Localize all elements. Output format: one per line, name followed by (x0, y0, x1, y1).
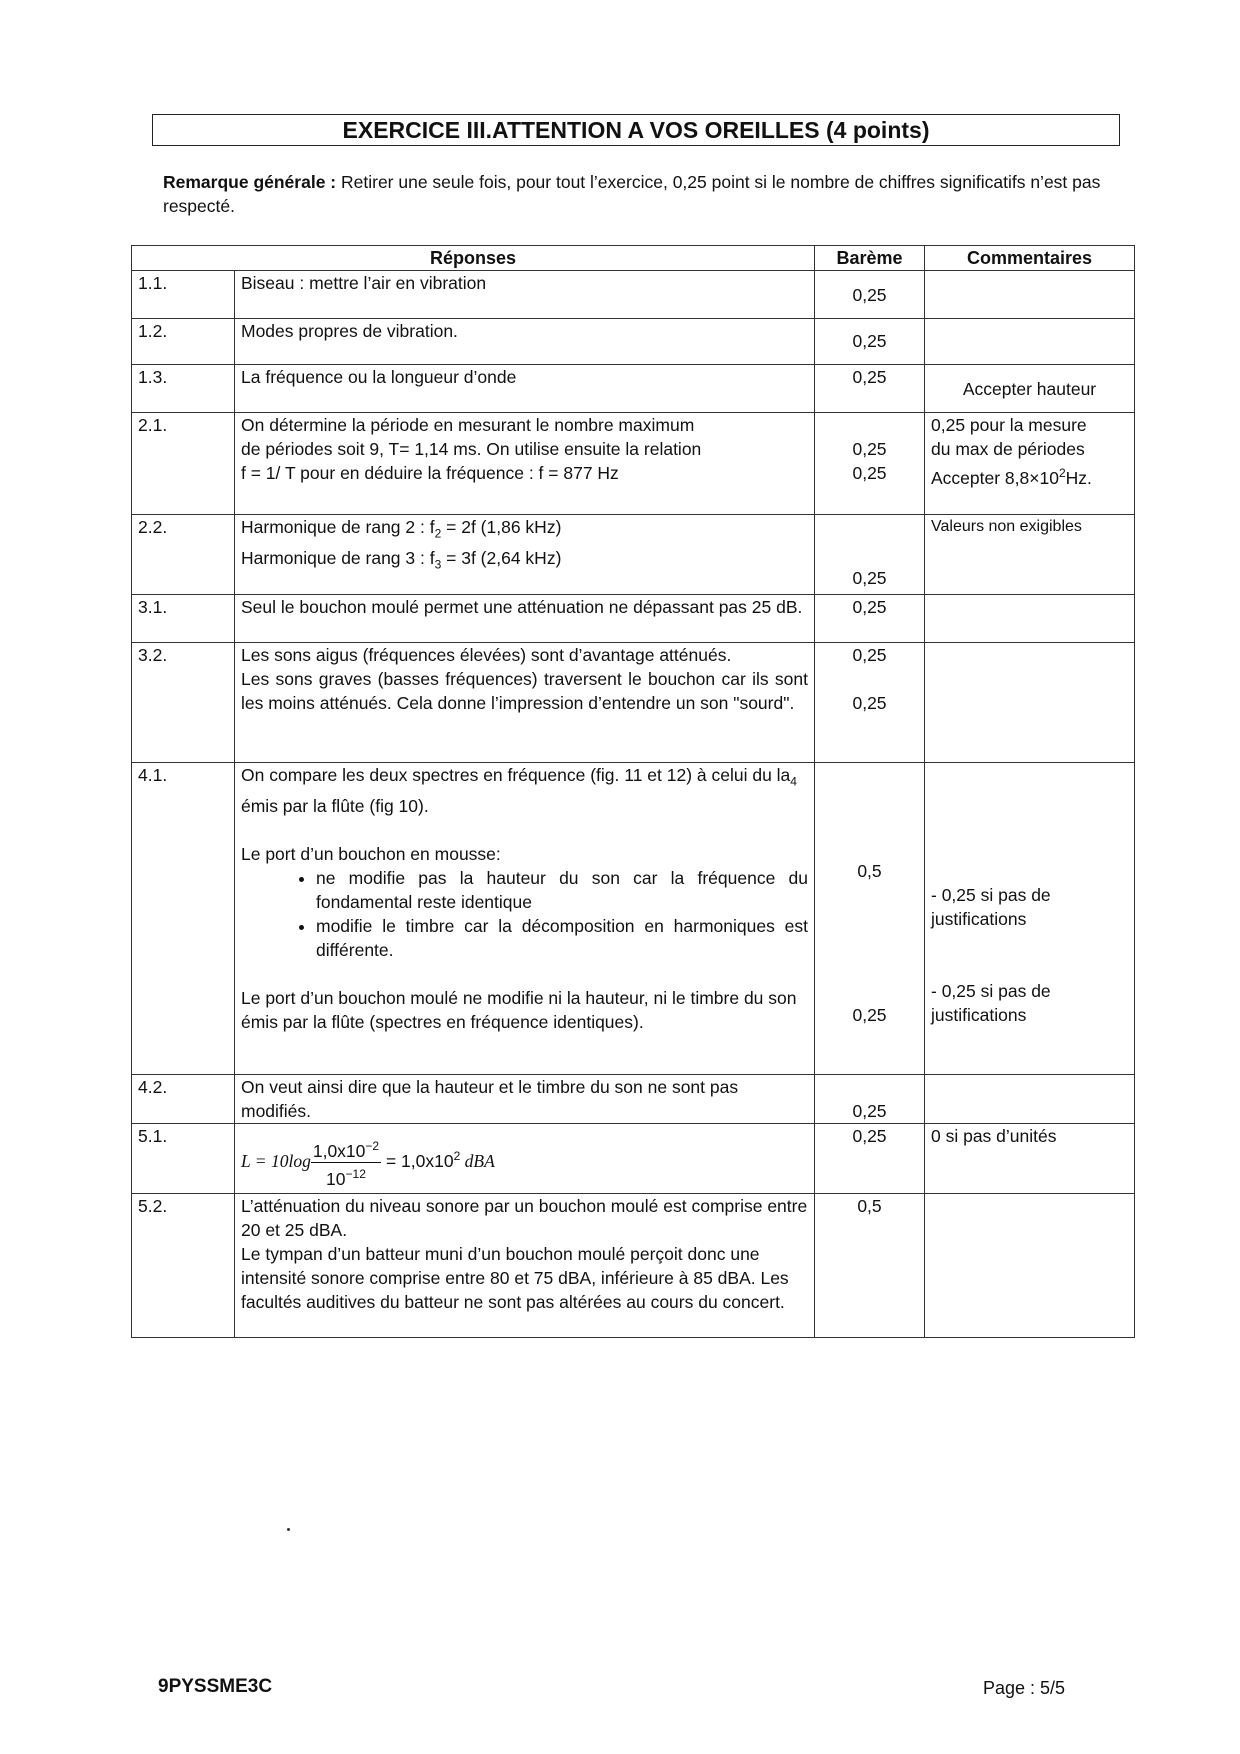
question-number: 1.2. (132, 319, 235, 365)
answer-paragraph: Le port d’un bouchon moulé ne modifie ni la hauteur, ni le timbre du son émis par la flûte (spectres en fréquence identiques). (241, 987, 797, 1032)
question-number: 3.1. (132, 595, 235, 643)
points-value: 0,25 (852, 693, 887, 713)
table-row (132, 763, 1135, 1075)
points-value: 0,25 (852, 645, 887, 665)
points-cell: 0,25 (815, 595, 925, 643)
table-row (132, 319, 1135, 365)
points-cell (815, 643, 925, 763)
answer-paragraph (241, 763, 808, 818)
formula (241, 1138, 495, 1189)
question-number: 4.1. (132, 763, 235, 1075)
comment-cell (925, 319, 1135, 365)
table-row (132, 1075, 1135, 1124)
answer-text: Harmonique de rang 2 : f (241, 517, 435, 537)
answer-cell (235, 643, 815, 763)
comment-cell (925, 271, 1135, 319)
points-cell (815, 763, 925, 1075)
answer-paragraph: Le port d’un bouchon en mousse: (241, 843, 501, 864)
answer-cell (235, 1193, 815, 1337)
subscript: 4 (790, 774, 797, 789)
points-value: 0,25 (852, 439, 887, 459)
question-number: 5.1. (132, 1124, 235, 1194)
formula-rhs: = 1,0x10 (381, 1150, 454, 1171)
comment-text: Accepter 8,8×10 (931, 467, 1059, 488)
header-comments: Commentaires (925, 246, 1135, 271)
comment-cell (925, 763, 1135, 1075)
subscript: 3 (434, 557, 442, 571)
numerator-text: 1,0x10 (312, 1140, 366, 1161)
answer-cell: On veut ainsi dire que la hauteur et le timbre du son ne sont pas modifiés. (235, 1075, 815, 1124)
table-row (132, 365, 1135, 413)
answer-line: On détermine la période en mesurant le nombre maximum (241, 415, 695, 435)
table-row (132, 413, 1135, 515)
list-item: • ne modifie pas la hauteur du son car la fréquence du fondamental reste identique (316, 866, 808, 914)
comment-line: - 0,25 si pas de justifications (931, 885, 1051, 929)
answer-paragraph: Les sons graves (basses fréquences) traversent le bouchon car ils sont les moins atténués. Cela donne l’impression d’entendre un son "sourd". (241, 669, 808, 713)
table-header-row (132, 246, 1135, 271)
answer-cell: Biseau : mettre l’air en vibration (235, 271, 815, 319)
comment-cell (925, 413, 1135, 515)
comment-cell: Valeurs non exigibles (925, 515, 1135, 595)
bullet-list (241, 866, 808, 962)
answer-cell (235, 515, 815, 595)
answer-line: f = 1/ T pour en déduire la fréquence : f = 877 Hz (241, 463, 619, 483)
points-cell: 0,5 (815, 1193, 925, 1337)
points-cell (815, 413, 925, 515)
answer-text: Harmonique de rang 3 : f (241, 547, 435, 568)
denominator-text: 10 (326, 1168, 346, 1189)
formula-unit: dBA (460, 1150, 495, 1171)
comment-cell (925, 643, 1135, 763)
comment-line: - 0,25 si pas de justifications (931, 981, 1051, 1025)
answer-paragraph: Les sons aigus (fréquences élevées) sont d’avantage atténués. (241, 645, 732, 665)
comment-text: Hz. (1065, 467, 1092, 488)
points-cell: 0,25 (815, 319, 925, 365)
comment-cell: Accepter hauteur (925, 365, 1135, 413)
stray-mark (287, 1528, 290, 1531)
fraction-denominator (311, 1163, 381, 1190)
header-responses: Réponses (132, 246, 815, 271)
comment-cell: 0 si pas d’unités (925, 1124, 1135, 1194)
exponent: −2 (365, 1138, 380, 1153)
answer-text: émis par la flûte (fig 10). (241, 795, 429, 816)
points-cell: 0,25 (815, 1075, 925, 1124)
answer-cell (235, 413, 815, 515)
comment-line: du max de périodes (931, 439, 1085, 459)
table-row (132, 595, 1135, 643)
answer-line (241, 546, 808, 577)
list-item: • modifie le timbre car la décomposition en harmoniques est différente. (316, 914, 808, 962)
document-code: 9PYSSME3C (158, 1676, 273, 1697)
answer-line (241, 515, 808, 546)
question-number: 2.1. (132, 413, 235, 515)
answer-cell: La fréquence ou la longueur d’onde (235, 365, 815, 413)
table-row (132, 515, 1135, 595)
exponent: 2 (453, 1149, 461, 1163)
fraction-numerator (311, 1135, 381, 1163)
subscript: 2 (434, 526, 442, 541)
question-number: 3.2. (132, 643, 235, 763)
general-remark (163, 170, 1113, 218)
table-row (132, 643, 1135, 763)
question-number: 1.1. (132, 271, 235, 319)
comment-cell (925, 1075, 1135, 1124)
fraction (311, 1135, 381, 1190)
comment-cell (925, 595, 1135, 643)
points-value: 0,25 (852, 463, 887, 483)
answer-line: de périodes soit 9, T= 1,14 ms. On utilise ensuite la relation (241, 439, 702, 459)
answer-text: = 2f (1,86 kHz) (441, 517, 562, 537)
grading-table (131, 245, 1135, 1338)
comment-line: 0,25 pour la mesure (931, 415, 1087, 435)
remark-text: Retirer une seule fois, pour tout l’exercice, 0,25 point si le nombre de chiffres significatifs n’est pas respecté. (163, 172, 1101, 216)
exponent: −12 (345, 1166, 366, 1181)
page-number: Page : 5/5 (983, 1678, 1066, 1698)
points-cell: 0,25 (815, 515, 925, 595)
answer-text: On compare les deux spectres en fréquence (fig. 11 et 12) à celui du la (241, 765, 791, 785)
points-cell: 0,25 (815, 365, 925, 413)
question-number: 5.2. (132, 1193, 235, 1337)
points-cell: 0,25 (815, 271, 925, 319)
answer-paragraph: L’atténuation du niveau sonore par un bouchon moulé est comprise entre 20 et 25 dBA. (241, 1195, 808, 1240)
question-number: 4.2. (132, 1075, 235, 1124)
exponent: 2 (1058, 466, 1066, 480)
answer-paragraph: Le tympan d’un batteur muni d’un bouchon moulé perçoit donc une intensité sonore comprise entre 80 et 75 dBA, inférieure à 85 dBA. Les facultés auditives du batteur ne sont pas altérées au cours du concert. (241, 1243, 789, 1312)
question-number: 2.2. (132, 515, 235, 595)
points-cell: 0,25 (815, 1124, 925, 1194)
comment-cell (925, 1193, 1135, 1337)
formula-lhs: L = 10log (241, 1150, 311, 1171)
comment-line (931, 461, 1128, 490)
points-value: 0,25 (852, 1005, 887, 1025)
question-number: 1.3. (132, 365, 235, 413)
answer-cell (235, 763, 815, 1075)
remark-label: Remarque générale : (163, 172, 337, 192)
answer-cell: Seul le bouchon moulé permet une atténuation ne dépassant pas 25 dB. (235, 595, 815, 643)
points-value: 0,5 (857, 861, 882, 881)
exercise-title-box (152, 114, 1120, 146)
formula-cell (235, 1124, 815, 1194)
answer-cell: Modes propres de vibration. (235, 319, 815, 365)
table-row (132, 271, 1135, 319)
answer-text: = 3f (2,64 kHz) (441, 547, 562, 568)
table-row (132, 1124, 1135, 1194)
header-bareme: Barème (815, 246, 925, 271)
table-row (132, 1193, 1135, 1337)
exercise-title: EXERCICE III.ATTENTION A VOS OREILLES (4 points) (342, 117, 930, 143)
